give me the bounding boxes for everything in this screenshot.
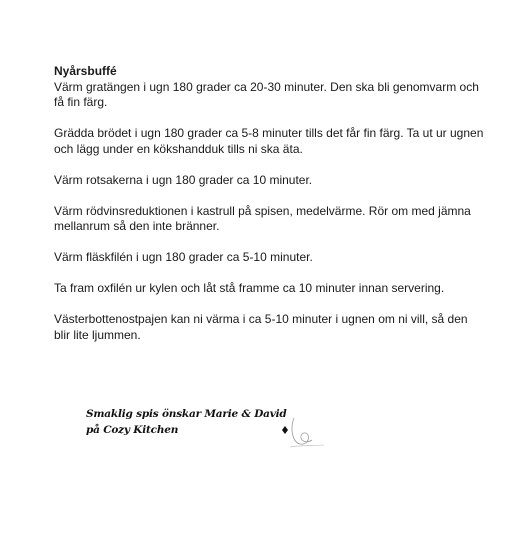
instruction-paragraph: Grädda brödet i ugn 180 grader ca 5-8 minuter tills det får fin färg. Ta ut ur ugnen och lägg under en kökshandduk tills ni ska äta. [54,126,484,156]
instruction-paragraph: Värm fläskfilén i ugn 180 grader ca 5-10 minuter. [54,250,313,264]
instruction-paragraph: Värm rotsakerna i ugn 180 grader ca 10 minuter. [54,172,313,187]
document-title: Nyårsbuffé [54,64,117,78]
instruction-paragraph: Västerbottenostpajen kan ni värma i ca 5-10 minuter i ugnen om ni vill, så den blir lite ljummen. [54,312,468,342]
signature-line-2: på Cozy Kitchen [86,424,179,436]
instruction-paragraph: Ta fram oxfilén ur kylen och låt stå framme ca 10 minuter innan servering. [54,281,445,295]
signature [86,406,287,438]
diamond-flourish-icon [280,414,328,450]
document-body [54,64,484,359]
instruction-paragraph: Värm gratängen i ugn 180 grader ca 20-30 minuter. Den ska bli genomvarm och få fin färg. [54,79,479,109]
instruction-paragraph: Värm rödvinsreduktionen i kastrull på spisen, medelvärme. Rör om med jämna mellanrum så den inte bränner. [54,203,471,233]
signature-line-1: Smaklig spis önskar Marie & David [86,408,287,420]
